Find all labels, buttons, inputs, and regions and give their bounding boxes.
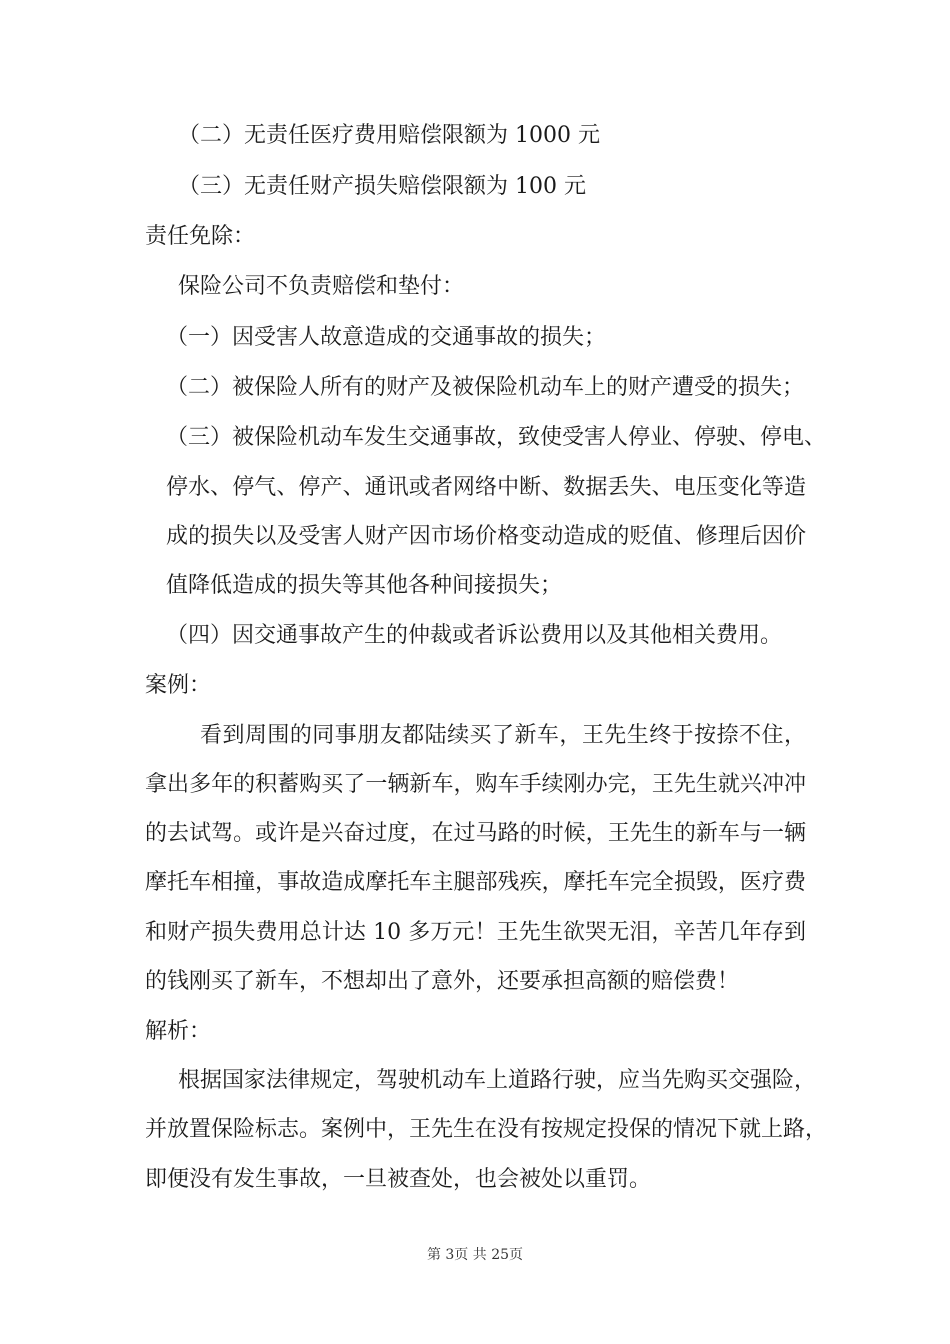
text-line: 并放置保险标志。案例中，王先生在没有按规定投保的情况下就上路， (145, 1117, 828, 1142)
text-line: 值降低造成的损失等其他各种间接损失； (166, 573, 563, 598)
text-line: 看到周围的同事朋友都陆续买了新车，王先生终于按捺不住， (200, 723, 806, 748)
text-line: （二）被保险人所有的财产及被保险机动车上的财产遭受的损失； (166, 375, 805, 400)
section-heading: 案例： (145, 673, 212, 698)
text-line: 的去试驾。或许是兴奋过度，在过马路的时候，王先生的新车与一辆 (145, 821, 806, 846)
text-line: 拿出多年的积蓄购买了一辆新车，购车手续刚办完，王先生就兴冲冲 (145, 772, 806, 797)
text-line: 摩托车相撞，事故造成摩托车主腿部残疾，摩托车完全损毁，医疗费 (145, 870, 806, 895)
text-line: 保险公司不负责赔偿和垫付： (178, 274, 465, 299)
text-line: （三）无责任财产损失赔偿限额为 100 元 (178, 174, 586, 199)
text-line: 的钱刚买了新车，不想却出了意外，还要承担高额的赔偿费！ (145, 969, 740, 994)
section-heading: 责任免除： (145, 224, 256, 249)
section-heading: 解析： (145, 1019, 212, 1044)
text-line: （三）被保险机动车发生交通事故，致使受害人停业、停驶、停电、 (166, 425, 827, 450)
text-line: （二）无责任医疗费用赔偿限额为 1000 元 (178, 123, 600, 148)
text-line: （一）因受害人故意造成的交通事故的损失； (166, 325, 607, 350)
text-line: 即便没有发生事故，一旦被查处，也会被处以重罚。 (145, 1167, 652, 1192)
text-line: （四）因交通事故产生的仲裁或者诉讼费用以及其他相关费用。 (166, 623, 783, 648)
text-line: 根据国家法律规定，驾驶机动车上道路行驶，应当先购买交强险， (178, 1068, 817, 1093)
text-line: 停水、停气、停产、通讯或者网络中断、数据丢失、电压变化等造 (166, 475, 806, 500)
text-line: 和财产损失费用总计达 10 多万元！王先生欲哭无泪，辛苦几年存到 (145, 920, 806, 945)
page-footer: 第 3页 共 25页 (426, 1247, 524, 1263)
text-line: 成的损失以及受害人财产因市场价格变动造成的贬值、修理后因价 (166, 524, 806, 549)
